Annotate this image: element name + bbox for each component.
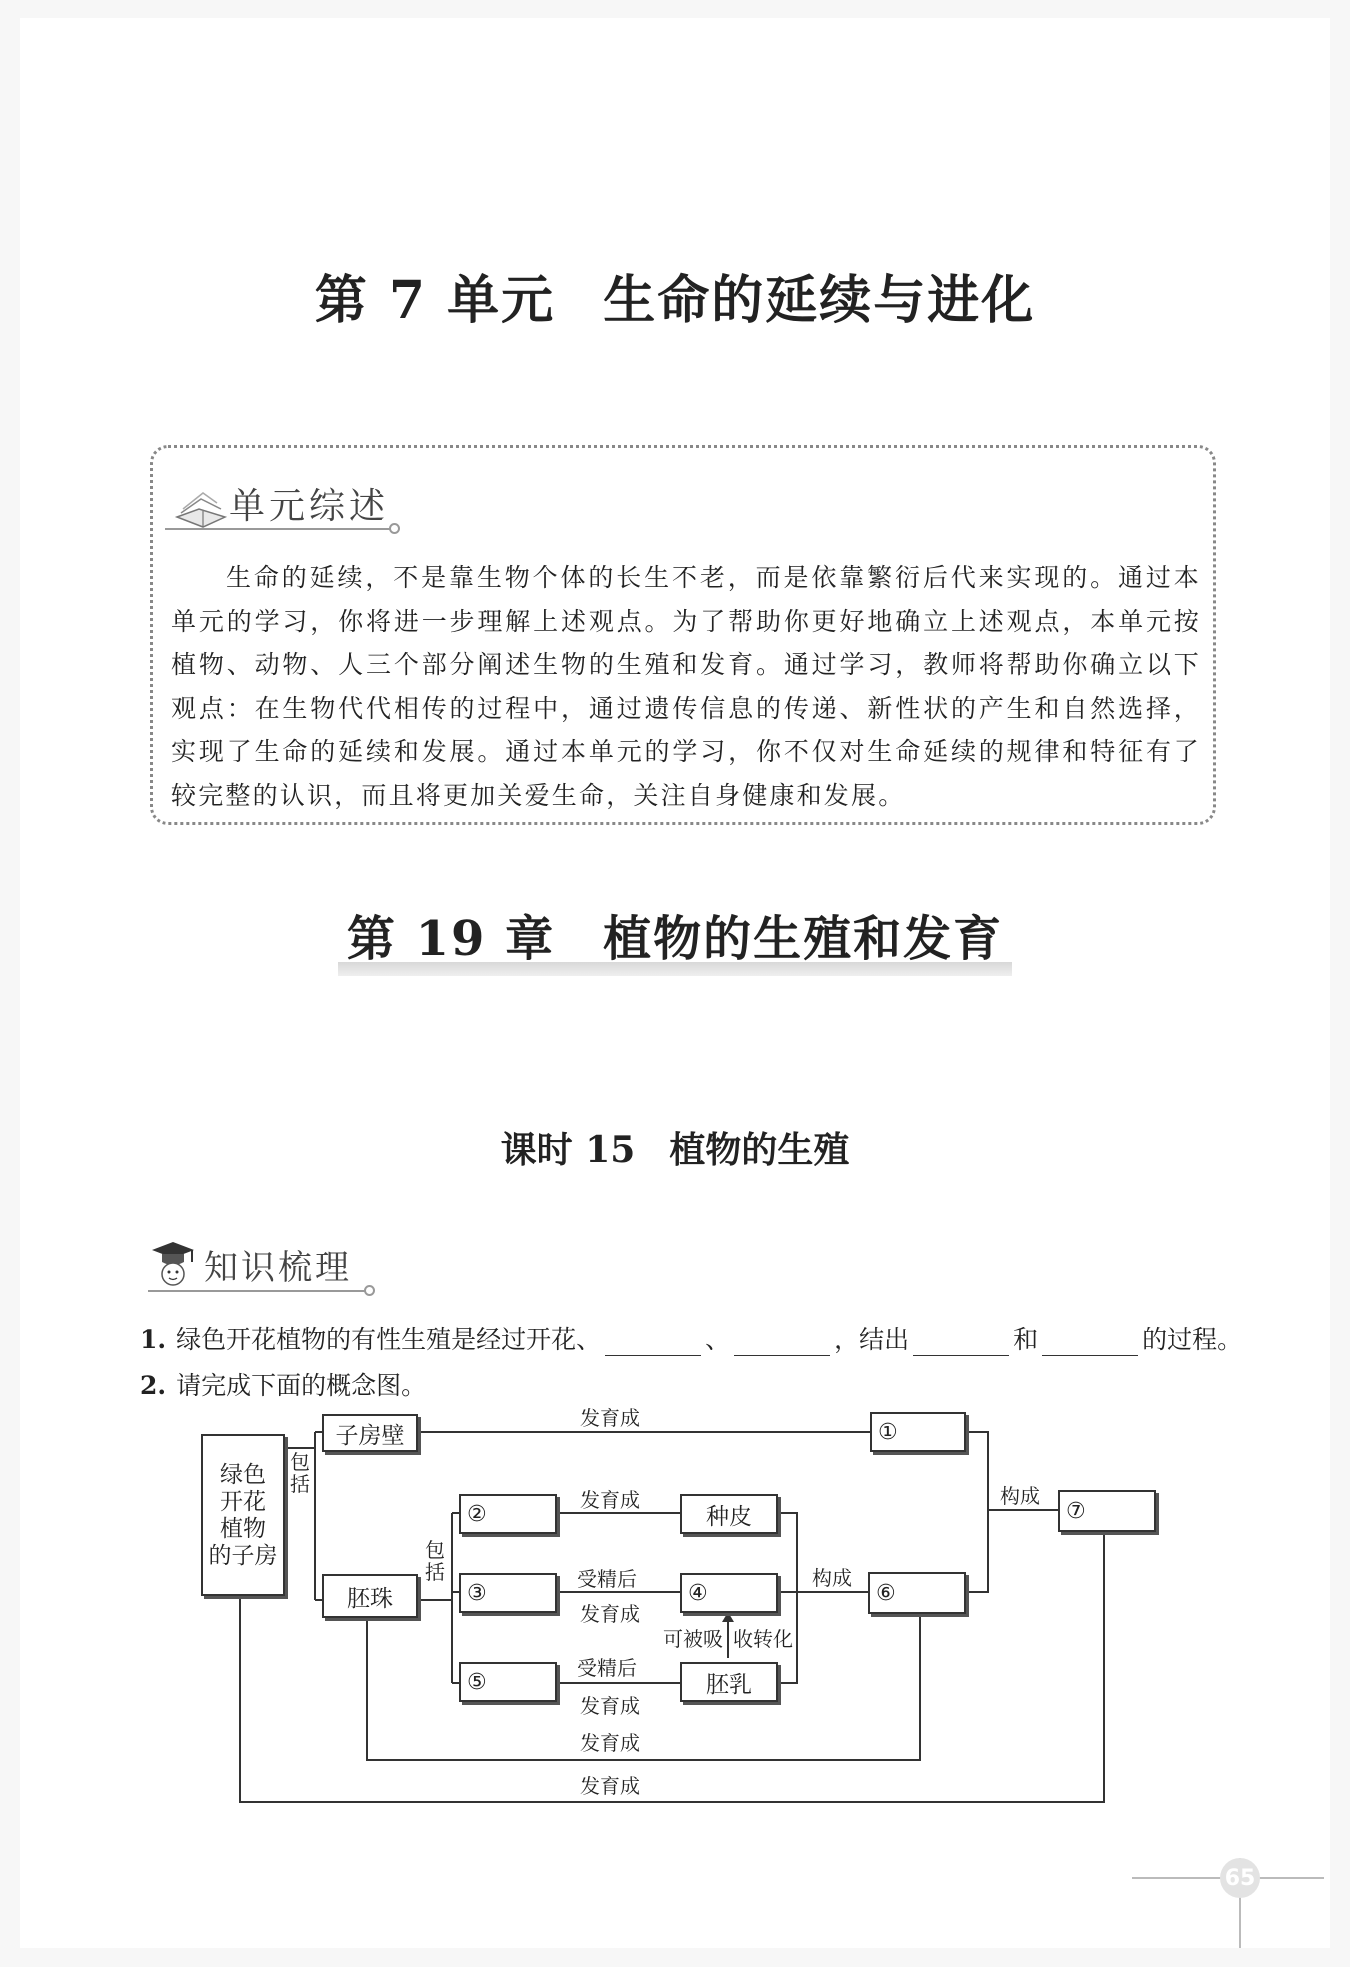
summary-heading-dot — [389, 523, 400, 534]
edge-label-compose-1: 构成 — [812, 1568, 852, 1590]
edge-label-absorb-left: 可被吸 — [663, 1629, 723, 1651]
edge-label-develop-6: 发育成 — [580, 1776, 640, 1798]
knowledge-heading — [148, 1238, 352, 1290]
summary-heading-underline — [165, 528, 391, 530]
knowledge-heading-label: 知识梳理 — [204, 1247, 352, 1288]
summary-heading — [173, 478, 389, 529]
knowledge-heading-underline — [148, 1290, 366, 1292]
answer-box-4[interactable]: ④ — [680, 1573, 778, 1613]
answer-box-7[interactable]: ⑦ — [1058, 1490, 1156, 1532]
answer-box-3[interactable]: ③ — [459, 1573, 557, 1613]
answer-box-5[interactable]: ⑤ — [459, 1662, 557, 1702]
edge-label-absorb-right: 收转化 — [733, 1629, 793, 1651]
summary-text: 生命的延续，不是靠生物个体的长生不老，而是依靠繁衍后代来实现的。通过本单元的学习，你将进一步理解上述观点。为了帮助你更好地确立上述观点，本单元按植物、动物、人三个部分阐述生物的生殖和发育。通过学习，教师将帮助你确立以下观点：在生物代代相传的过程中，通过遗传信息的传递、新性状的产生和自然选择，实现了生命的延续和发展。通过本单元的学习，你不仅对生命延续的规律和特征有了较完整的认识，而且将更加关爱生命，关注自身健康和发展。 — [171, 563, 1201, 810]
ovule-node: 胚珠 — [322, 1574, 418, 1618]
include-label-1: 包 括 — [290, 1452, 310, 1496]
edge-label-compose-2: 构成 — [1000, 1486, 1040, 1508]
include-label-2: 包 括 — [425, 1540, 445, 1584]
edge-label-fertilized-2: 受精后 — [577, 1658, 637, 1680]
answer-blank-4[interactable] — [1042, 1333, 1138, 1356]
answer-blank-1[interactable] — [605, 1333, 701, 1356]
graduation-cap-icon — [148, 1238, 198, 1290]
summary-heading-label: 单元综述 — [229, 486, 390, 527]
book-icon — [173, 487, 229, 529]
edge-label-develop-5: 发育成 — [580, 1733, 640, 1755]
unit-summary-box — [150, 445, 1216, 825]
edge-label-develop-4: 发育成 — [580, 1696, 640, 1718]
edge-label-develop-1: 发育成 — [580, 1408, 640, 1430]
knowledge-heading-dot — [364, 1285, 375, 1296]
seed-coat-node: 种皮 — [680, 1494, 778, 1534]
question-2: 2. 请完成下面的概念图。 — [140, 1371, 427, 1400]
endosperm-node: 胚乳 — [680, 1662, 778, 1702]
question-1: 1. 绿色开花植物的有性生殖是经过开花、 、 ，结出 和 的过程。 — [140, 1325, 1243, 1354]
answer-blank-2[interactable] — [734, 1333, 830, 1356]
edge-label-develop-3: 发育成 — [580, 1604, 640, 1626]
answer-box-2[interactable]: ② — [459, 1494, 557, 1534]
lesson-title: 课时 15 植物的生殖 — [500, 1129, 850, 1171]
edge-label-fertilized-1: 受精后 — [577, 1569, 637, 1591]
ovary-wall-node: 子房壁 — [322, 1414, 418, 1452]
unit-title: 第 7 单元 生命的延续与进化 — [314, 270, 1036, 331]
edge-label-develop-2: 发育成 — [580, 1490, 640, 1512]
ovary-node: 绿色 开花 植物 的子房 — [201, 1434, 285, 1596]
answer-box-1[interactable]: ① — [870, 1412, 966, 1452]
answer-blank-3[interactable] — [913, 1333, 1009, 1356]
chapter-title: 第 19 章 植物的生殖和发育 — [346, 911, 1004, 967]
page-number: 65 — [1220, 1858, 1260, 1898]
answer-box-6[interactable]: ⑥ — [868, 1572, 966, 1614]
